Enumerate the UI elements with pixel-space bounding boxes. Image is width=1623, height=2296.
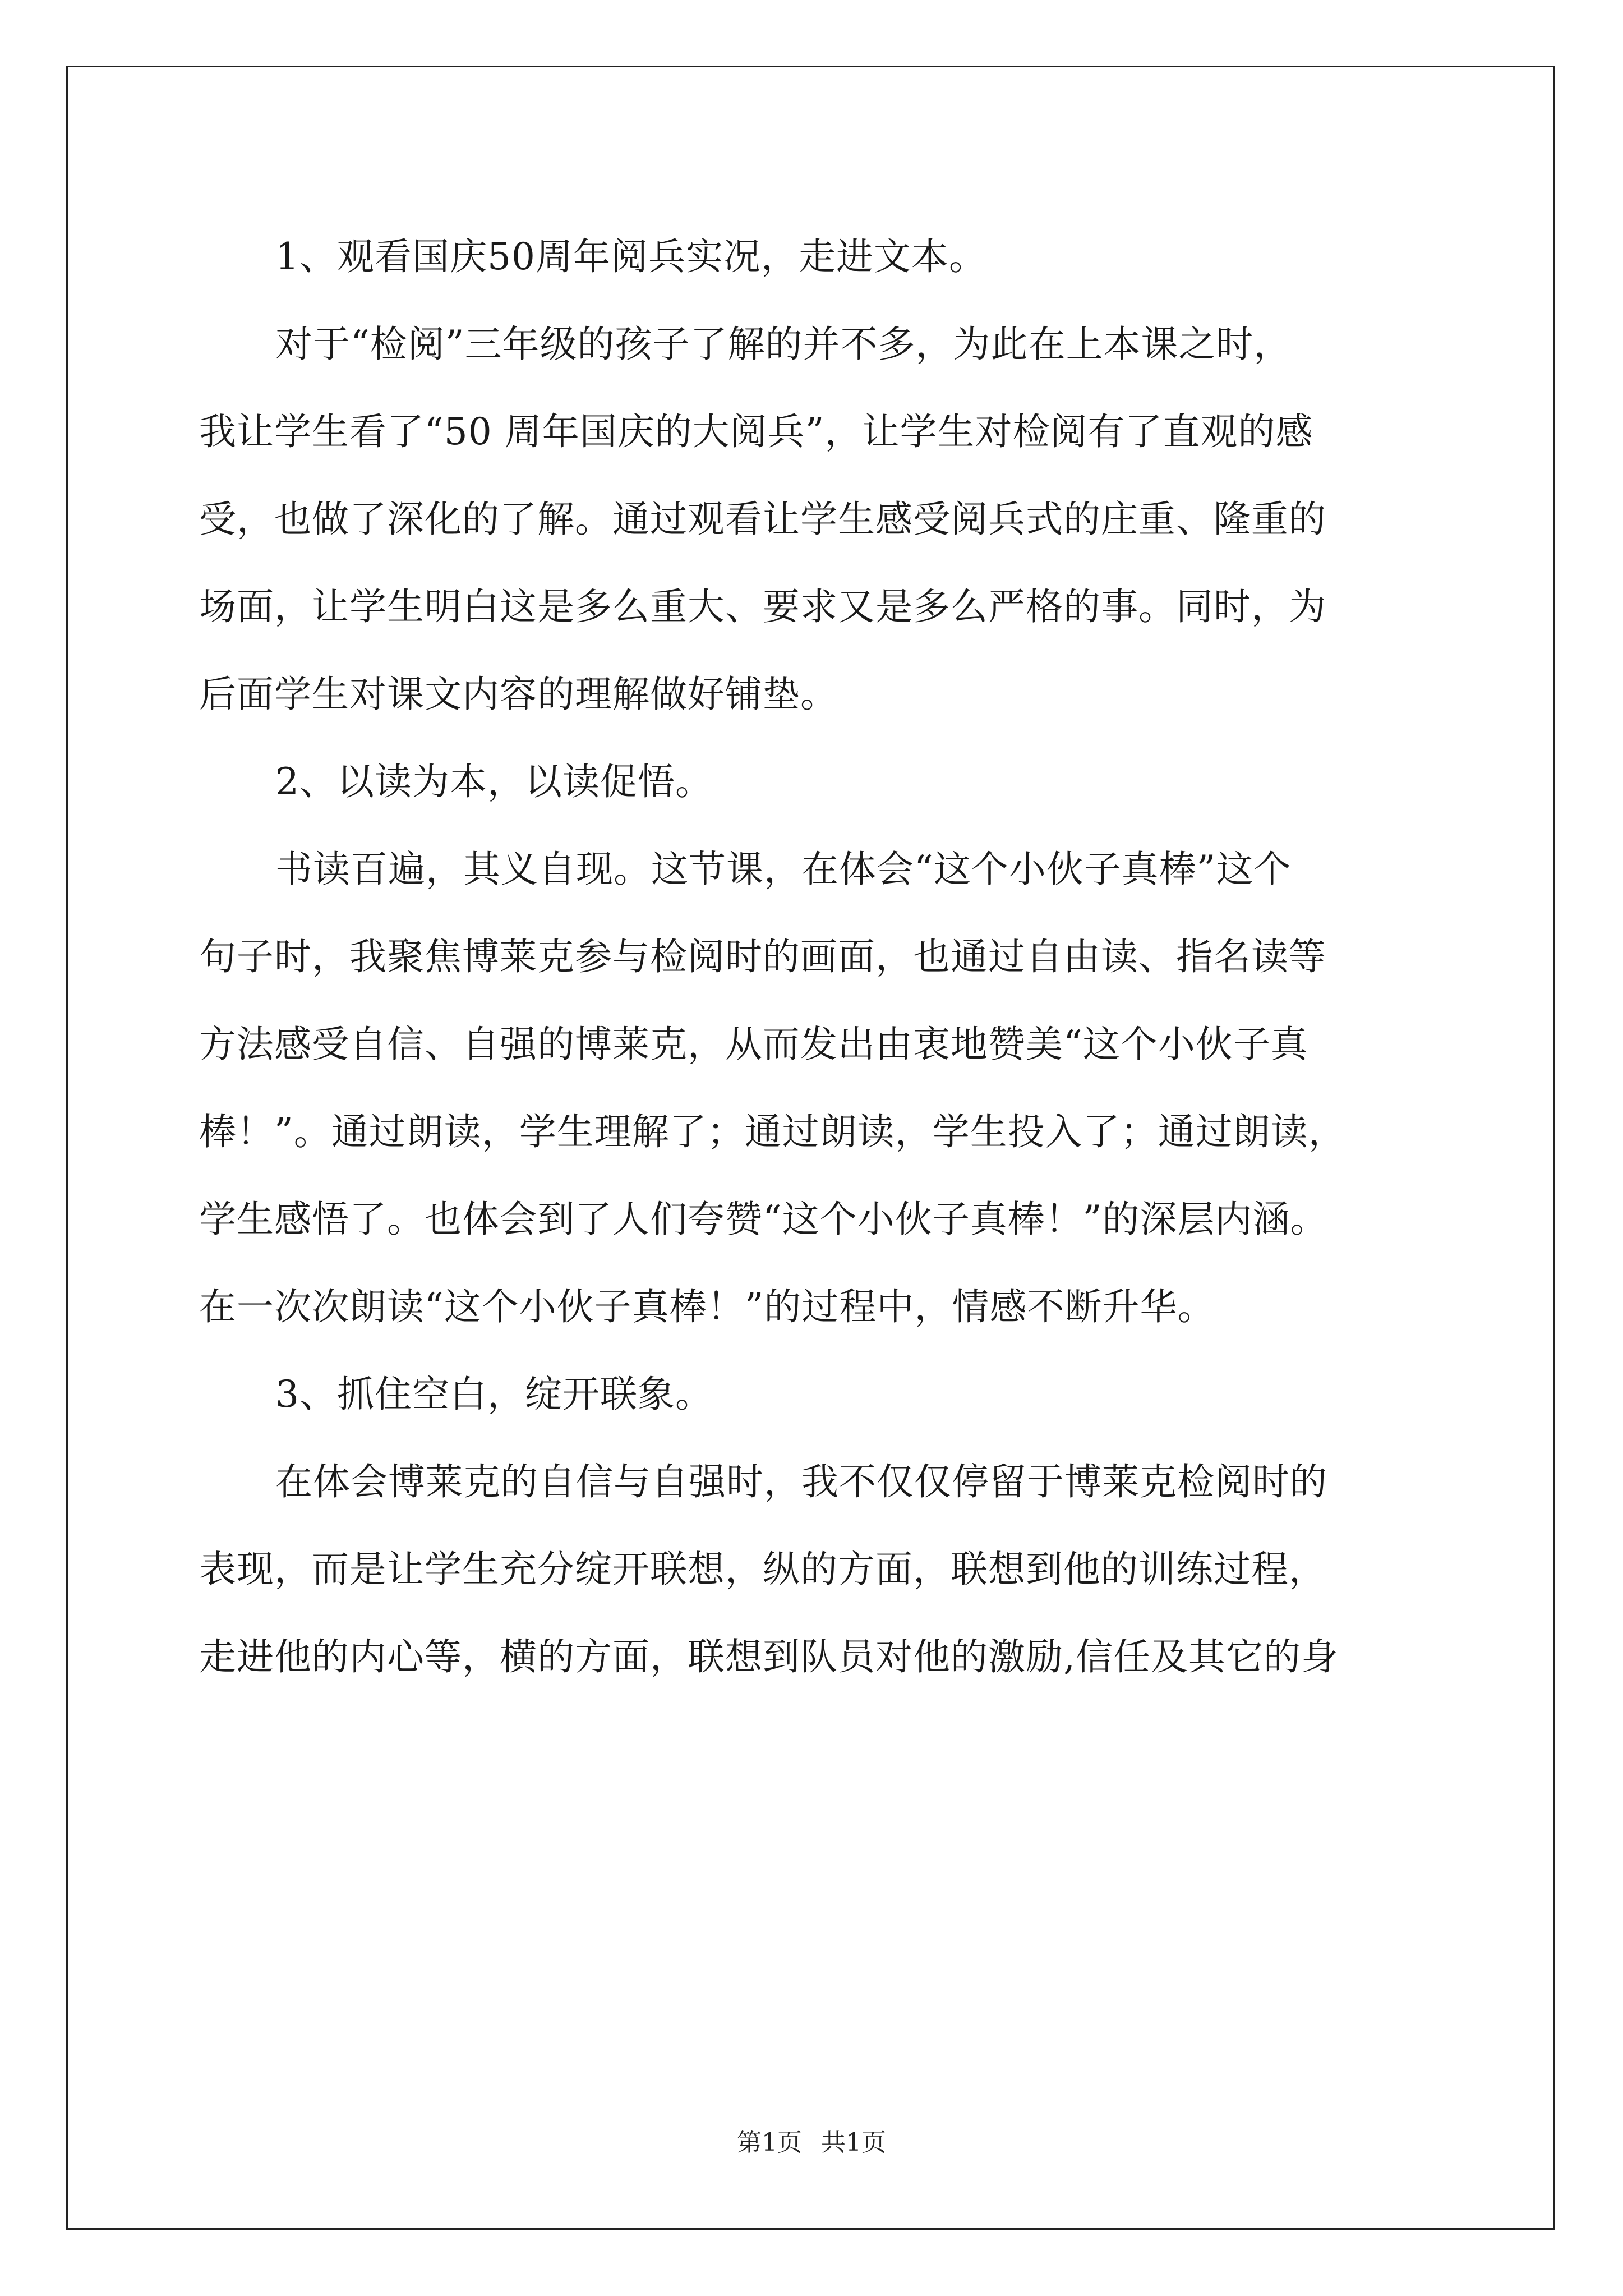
paragraph-line: 棒！”。通过朗读，学生理解了；通过朗读，学生投入了；通过朗读， [199, 1110, 1346, 1153]
paragraph-heading-2: 2、以读为本，以读促悟。 [275, 760, 713, 803]
paragraph-line: 后面学生对课文内容的理解做好铺垫。 [199, 673, 838, 716]
paragraph-line: 在一次次朗读“这个小伙子真棒！”的过程中，情感不断升华。 [199, 1285, 1215, 1328]
paragraph-line: 走进他的内心等，横的方面，联想到队员对他的激励,信任及其它的身 [199, 1635, 1339, 1678]
paragraph-line: 场面，让学生明白这是多么重大、要求又是多么严格的事。同时，为 [199, 585, 1326, 628]
paragraph-line: 我让学生看了“50 周年国庆的大阅兵”，让学生对检阅有了直观的感 [199, 410, 1313, 453]
paragraph-heading-3: 3、抓住空白，绽开联象。 [275, 1373, 713, 1416]
paragraph-line: 表现，而是让学生充分绽开联想，纵的方面，联想到他的训练过程， [199, 1548, 1326, 1591]
page-footer [0, 2126, 1623, 2160]
page-total: 共1页 [821, 2128, 886, 2157]
paragraph-line: 在体会博莱克的自信与自强时，我不仅仅停留于博莱克检阅时的 [275, 1460, 1327, 1503]
paragraph-line: 方法感受自信、自强的博莱克，从而发出由衷地赞美“这个小伙子真 [199, 1023, 1308, 1066]
paragraph-line: 对于“检阅”三年级的孩子了解的并不多，为此在上本课之时， [275, 323, 1292, 366]
paragraph-line: 受，也做了深化的了解。通过观看让学生感受阅兵式的庄重、隆重的 [199, 498, 1326, 541]
page-number: 第1页 [737, 2128, 802, 2157]
paragraph-line: 书读百遍，其义自现。这节课，在体会“这个小伙子真棒”这个 [275, 848, 1292, 891]
document-body [199, 213, 1444, 1701]
paragraph-line: 学生感悟了。也体会到了人们夸赞“这个小伙子真棒！”的深层内涵。 [199, 1198, 1328, 1241]
paragraph-line: 句子时，我聚焦博莱克参与检阅时的画面，也通过自由读、指名读等 [199, 935, 1326, 978]
paragraph-heading-1: 1、观看国庆50周年阅兵实况，走进文本。 [275, 235, 986, 278]
